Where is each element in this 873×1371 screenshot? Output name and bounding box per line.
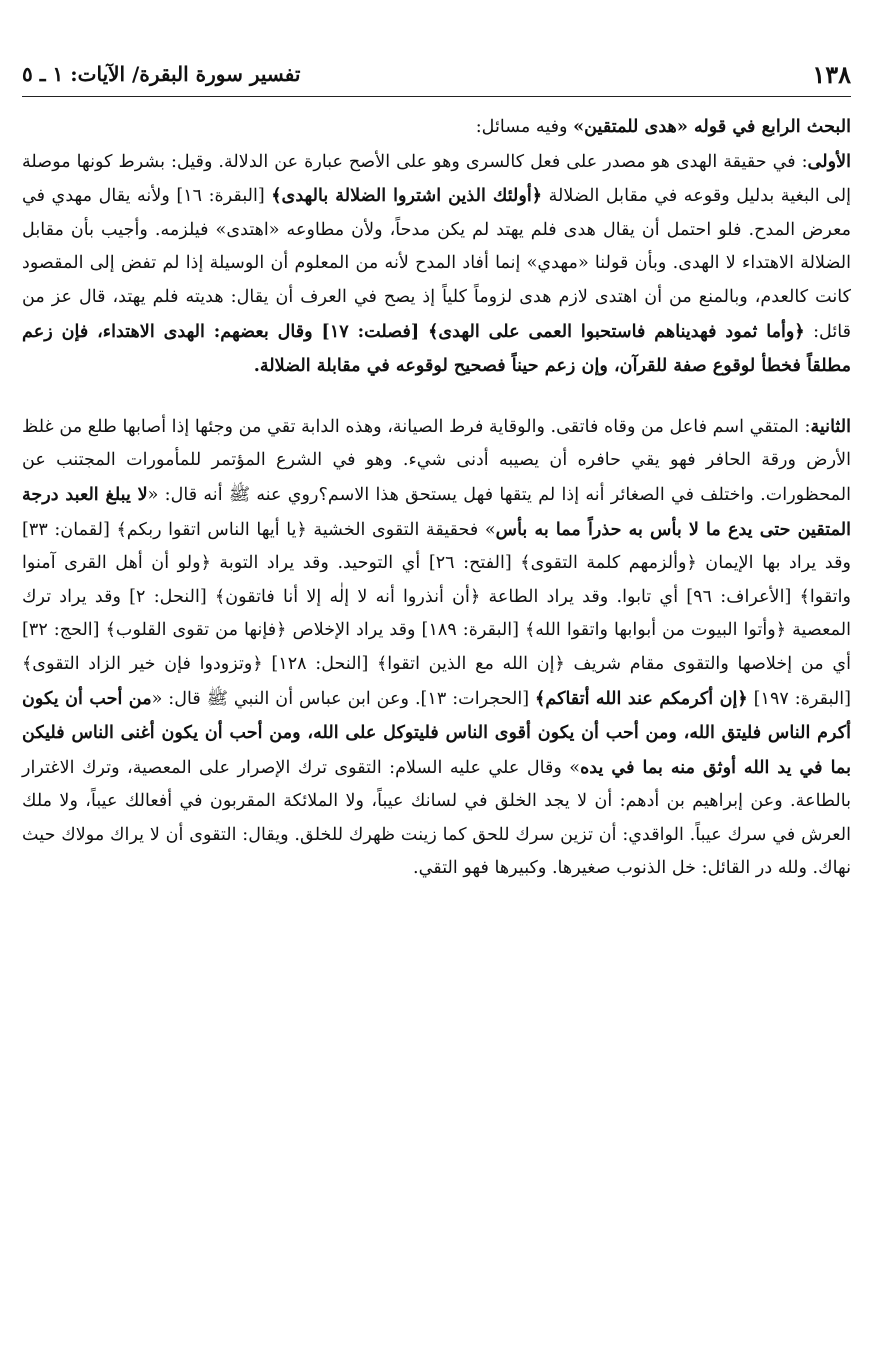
quran-quote: ﴿أولئك الذين اشتروا الضلالة بالهدى﴾ (271, 185, 543, 207)
running-title: تفسير سورة البقرة/ الآيات: ١ ـ ٥ (22, 62, 301, 86)
text-run: » فحقيقة التقوى الخشية ﴿يا أيها الناس اتقوا ربكم﴾ [لقمان: ٣٣] وقد يراد بها الإيمان ﴿وألزمهم كلمة التقوى﴾ [الفتح: ٢٦] أي التوحيد. وقد يراد التوبة ﴿ولو أن أهل القرى آمنوا واتقوا﴾ [الأعراف: ٩٦] أي تابوا. وقد يراد الطاعة ﴿أن أنذروا أنه لا إلٰه إلا أنا فاتقون﴾ [النحل: ٢] وقد يراد ترك المعصية ﴿وأتوا البيوت من أبوابها واتقوا الله﴾ [البقرة: ١٨٩] وقد يراد الإخلاص ﴿فإنها من تقوى القلوب﴾ [الحج: ٣٢] أي من إخلاصها والتقوى مقام شريف ﴿إن الله مع الذين اتقوا﴾ [النحل: ١٢٨] ﴿وتزودوا فإن خير الزاد التقوى﴾ [البقرة: ١٩٧] (22, 519, 852, 709)
quran-quote: ﴿وأما ثمود فهديناهم فاستحبوا العمى على الهدى﴾ (428, 320, 805, 342)
text-run: [البقرة: ١٦] ولأنه يقال مهدي في معرض المدح. فلو احتمل أن يقال هدى فلم يهتد لم يكن مدحاً، ولأن مطاوعه «اهتدى» فيلزمه. وأجيب بأن مقابل الضلالة الاهتداء لا الهدى. وبأن قولنا «مهدي» إنما أفاد المدح لأنه من المعلوم أن الوسيلة إذا لم تفض إلى المقصود كانت كالعدم، وبالمنع من أن اهتدى لازم هدى لزوماً كلياً إذ يصح في العرف أن يقال: هديته فلم يهتد، قال عز من قائل: (22, 186, 851, 342)
section-heading-rest: وفيه مسائل: (475, 117, 574, 137)
hadith-quote: لا يبلغ العبد درجة المتقين حتى يدع ما لا بأس به حذراً مما به بأس (22, 483, 851, 540)
first-issue-label: الأولى (807, 150, 851, 172)
text-run: : في حقيقة الهدى هو مصدر على فعل كالسرى وهو على الأصح عبارة عن الدلالة. وقيل: بشرط كونها موصلة إلى البغية بدليل وقوعه في مقابل الضلالة (22, 151, 851, 207)
text-run: » وقال علي عليه السلام: التقوى ترك الإصرار على المعصية، وترك الاغترار بالطاعة. وعن إبراهيم بن أدهم: أن لا يجد الخلق في لسانك عيباً، ولا الملائكة المقربون في أفعالك عيباً، ولا ملك العرش في سرك عيباً. الواقدي: أن تزين سرك للحق كما زينت ظهرك للخلق. ويقال: التقوى أن لا يراك مولاك حيث نهاك. ولله در القائل: خل الذنوب صغيرها. وكبيرها فهو التقي. (22, 757, 851, 879)
quran-quote: ﴿إن أكرمكم عند الله أتقاكم﴾ (535, 687, 748, 709)
hadith-quote: من أحب أن يكون أكرم الناس فليتق الله، ومن أحب أن يكون أقوى الناس فليتوكل على الله، ومن أحب أن يكون أغنى الناس فليكن بما في يد الله أوثق منه بما في يده (22, 687, 851, 778)
text-run: [فصلت: ١٧] وقال بعضهم: الهدى الاهتداء، فإن زعم مطلقاً فخطأ لوقوع صفة للقرآن، وإن زعم حيناً فصحيح لوقوعه في مقابلة الضلالة. (22, 320, 851, 377)
body-text (22, 110, 851, 886)
text-run: : المتقي اسم فاعل من وقاه فاتقى. والوقاية فرط الصيانة، وهذه الدابة تقي من وجئها إذا أصابها طلع من غلظ الأرض ورقة الحافر فهو يقي حافره أن يصيبه أدنى شيء. وهو في الشرع المؤتمر للمأمورات المجتنب عن المحظورات. واختلف في الصغائر أنه إذا لم يتقها فهل يستحق هذا الاسم؟روي عنه ﷺ أنه قال: « (22, 416, 851, 505)
paragraph-first-issue (22, 145, 851, 384)
paragraph-second-issue (22, 410, 851, 886)
page-number: ١٣٨ (812, 59, 851, 89)
running-header (22, 52, 851, 97)
text-run: [الحجرات: ١٣]. وعن ابن عباس أن النبي ﷺ قال: « (151, 688, 536, 709)
second-issue-label: الثانية (810, 415, 851, 437)
section-heading-paragraph (22, 110, 851, 145)
section-heading: البحث الرابع في قوله «هدى للمتقين» (573, 116, 851, 137)
paragraph-spacer (22, 384, 851, 410)
